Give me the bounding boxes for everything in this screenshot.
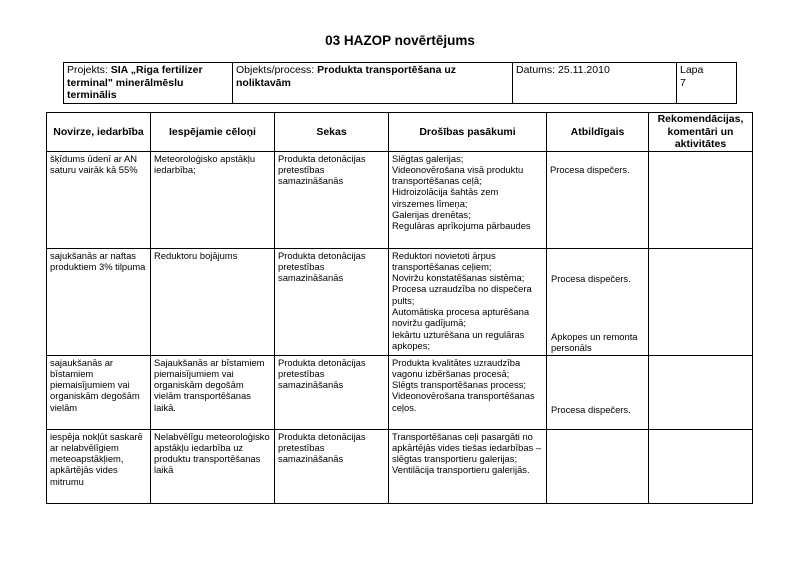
- deviation-cell: sajaukšanās ar bīstamiem piemaisījumiem vai organiskām degošām vielām: [47, 355, 151, 429]
- measure-item: Hidroizolācija šahtās zem virszemes līmeņa;: [392, 186, 501, 209]
- causes-cell: Reduktoru bojājums: [151, 248, 275, 355]
- table-row: [47, 429, 753, 503]
- page-cell: [677, 63, 737, 104]
- causes-cell: Nelabvēlīgu meteoroloģisko apstākļu iedarbība uz produktu transportēšanas laikā: [151, 429, 275, 503]
- measure-item: Produkta kvalitātes uzraudzība vagonu izbēršanas procesā;: [392, 356, 523, 379]
- consequences-cell: Produkta detonācijas pretestības samazināšanās: [275, 355, 389, 429]
- project-label: Projekts:: [67, 64, 111, 76]
- measure-item: Reduktori novietoti ārpus transportēšanas ceļiem;: [392, 249, 499, 272]
- consequences-cell: Produkta detonācijas pretestības samazināšanās: [275, 429, 389, 503]
- responsible-item: Procesa dispečers.: [551, 272, 631, 284]
- measure-item: Iekārtu uzturēšana un regulāras apkopes;: [392, 328, 527, 351]
- responsible-cell: [547, 151, 649, 248]
- measures-cell: [389, 248, 547, 355]
- measures-cell: [389, 151, 547, 248]
- deviation-cell: iespēja nokļūt saskarē ar nelabvēlīgiem meteoapstākļiem, apkārtējās vides mitrumu: [47, 429, 151, 503]
- recommendations-cell: [649, 248, 753, 355]
- responsible-item: Apkopes un remonta personāls: [551, 330, 641, 353]
- project-cell: [64, 63, 233, 104]
- measure-item: Procesa uzraudzība no dispečera pults;: [392, 283, 535, 306]
- measure-item: Videonovērošana visā produktu transportēšanas ceļā;: [392, 163, 526, 187]
- responsible-item: Procesa dispečers.: [551, 403, 631, 415]
- deviation-cell: sajukšanās ar naftas produktiem 3% tilpuma: [47, 248, 151, 355]
- date-cell: [513, 63, 677, 104]
- page-number: 7: [680, 76, 686, 89]
- consequences-cell: Produkta detonācijas pretestības samazināšanās: [275, 248, 389, 355]
- column-header-recommendations: Rekomendācijas, komentāri un aktivitātes: [649, 113, 753, 152]
- measure-item: Slēgts transportēšanas process;: [392, 379, 526, 391]
- measure-item: Videonovērošana transportēšanas ceļos.: [392, 390, 538, 413]
- table-row: [47, 355, 753, 429]
- table-header-row: [47, 113, 753, 152]
- object-value: Produkta transportēšana uz noliktavām: [236, 64, 456, 89]
- column-header-measures: Drošības pasākumi: [389, 113, 547, 152]
- measure-item: Slēgtas galerijas;: [392, 152, 464, 164]
- recommendations-cell: [649, 151, 753, 248]
- recommendations-cell: [649, 429, 753, 503]
- object-cell: [233, 63, 513, 104]
- deviation-cell: šķīdums ūdenī ar AN saturu vairāk kā 55%: [47, 151, 151, 248]
- hazop-table: [46, 112, 753, 504]
- consequences-cell: Produkta detonācijas pretestības samazināšanās: [275, 151, 389, 248]
- measure-item: Ventilācija transportieru galerijās.: [392, 464, 530, 476]
- measures-cell: [389, 429, 547, 503]
- measure-item: Noviržu konstatēšanas sistēma;: [392, 272, 525, 284]
- responsible-cell: [547, 429, 649, 503]
- document-title: 03 HAZOP novērtējums: [325, 33, 475, 48]
- responsible-cell: [547, 355, 649, 429]
- measures-cell: [389, 355, 547, 429]
- causes-cell: Meteoroloģisko apstākļu iedarbība;: [151, 151, 275, 248]
- column-header-responsible: Atbildīgais: [547, 113, 649, 152]
- header-info-table: [63, 62, 737, 104]
- project-value: SIA „Riga fertilizer terminal" minerālmēslu terminālis: [67, 64, 203, 101]
- responsible-item: Procesa dispečers.: [550, 163, 630, 175]
- recommendations-cell: [649, 355, 753, 429]
- column-header-consequences: Sekas: [275, 113, 389, 152]
- responsible-cell: [547, 248, 649, 355]
- page-label: Lapa: [680, 64, 704, 76]
- measure-item: Regulāras aprīkojuma pārbaudes: [392, 220, 531, 232]
- object-label: Objekts/process:: [236, 64, 318, 76]
- column-header-deviation: Novirze, iedarbība: [47, 113, 151, 152]
- causes-cell: Sajaukšanās ar bīstamiem piemaisījumiem vai organiskām degošām vielām transportēšanas laikā.: [151, 355, 275, 429]
- measure-item: Transportēšanas ceļi pasargāti no apkārtējās vides tiešas iedarbības – slēgtas transportieru galerijas;: [392, 430, 544, 465]
- table-row: [47, 248, 753, 355]
- table-row: [47, 151, 753, 248]
- column-header-causes: Iespējamie cēloņi: [151, 113, 275, 152]
- date-label: Datums: 25.11.2010: [516, 64, 610, 76]
- header-info-row: [64, 63, 737, 104]
- measure-item: Automātiska procesa apturēšana noviržu gadījumā;: [392, 305, 532, 329]
- measure-item: Galerijas drenētas;: [392, 208, 471, 220]
